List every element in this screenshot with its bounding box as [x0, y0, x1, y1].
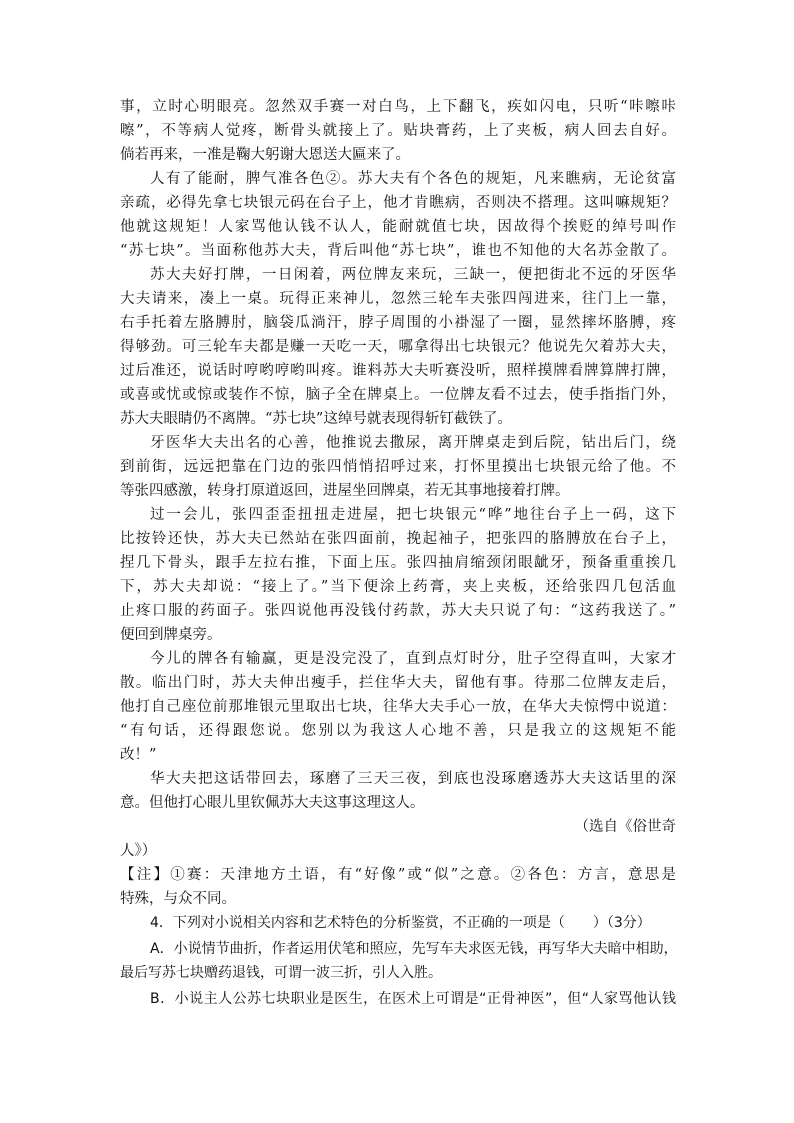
story-line: 改！” [120, 747, 157, 763]
annotation-note: 【注】①赛：天津地方土语，有“好像”或“似”之意。②各色：方言，意思是 [120, 867, 676, 883]
story-line: 便回到牌桌旁。 [120, 627, 222, 643]
story-line: 或喜或忧或惊或装作不惊，脑子全在牌桌上。一位牌友看不过去，使手指指门外， [120, 387, 676, 403]
story-line: 止疼口服的药面子。张四说他再没钱付药款，苏大夫只说了句：“这药我送了。” [120, 603, 676, 619]
story-line: 右手托着左胳膊肘，脑袋瓜淌汗，脖子周围的小褂湿了一圈，显然摔坏胳膊，疼 [120, 315, 676, 331]
option-a: A．小说情节曲折，作者运用伏笔和照应，先写车夫求医无钱，再写华大夫暗中相助， [150, 941, 678, 957]
story-line: 嚓”，不等病人觉疼，断骨头就接上了。贴块膏药，上了夹板，病人回去自好。 [120, 123, 676, 139]
story-line: 下，苏大夫却说：“接上了。”当下便涂上药膏，夹上夹板，还给张四几包活血 [120, 579, 676, 595]
option-b: B．小说主人公苏七块职业是医生，在医术上可谓是“正骨神医”，但“人家骂他认钱 [150, 991, 676, 1007]
story-line: 今儿的牌各有输赢，更是没完没了，直到点灯时分，肚子空得直叫，大家才 [150, 651, 676, 667]
story-line: 大夫请来，凑上一桌。玩得正来神儿，忽然三轮车夫张四闯进来，往门上一靠， [120, 291, 676, 307]
story-line: 人有了能耐，脾气准各色②。苏大夫有个各色的规矩，凡来瞧病，无论贫富 [150, 171, 676, 187]
story-line: 他就这规矩！人家骂他认钱不认人，能耐就值七块，因故得个挨贬的绰号叫作 [120, 219, 676, 235]
story-line: 到前街，远远把靠在门边的张四悄悄招呼过来，打怀里摸出七块银元给了他。不 [120, 459, 676, 475]
story-line: 苏大夫好打牌，一日闲着，两位牌友来玩，三缺一，便把街北不远的牙医华 [150, 267, 676, 283]
story-line: 比按铃还快，苏大夫已然站在张四面前，挽起袖子，把张四的胳膊放在台子上， [120, 531, 676, 547]
question-stem: 4．下列对小说相关内容和艺术特色的分析鉴赏，不正确的一项是（ ）（3分） [150, 915, 651, 931]
story-line: 倘若再来，一准是鞠大躬谢大恩送大匾来了。 [120, 147, 410, 163]
story-line: 捏几下骨头，跟手左拉右推，下面上压。张四抽肩缩颈闭眼龇牙，预备重重挨几 [120, 555, 676, 571]
story-line: 过一会儿，张四歪歪扭扭走进屋，把七块银元“哗”地往台子上一码，这下 [150, 507, 676, 523]
story-line: 散。临出门时，苏大夫伸出瘦手，拦住华大夫，留他有事。待那二位牌友走后， [120, 675, 676, 691]
story-line: 过后准还，说话时哼哟哼哟叫疼。谁料苏大夫听赛没听，照样摸牌看牌算牌打牌， [120, 363, 676, 379]
story-line: 他打自己座位前那堆银元里取出七块，往华大夫手心一放，在华大夫惊愕中说道： [120, 699, 676, 715]
story-line: “苏七块”。当面称他苏大夫，背后叫他“苏七块”，谁也不知他的大名苏金散了。 [120, 243, 676, 259]
story-line: “有句话，还得跟您说。您别以为我这人心地不善，只是我立的这规矩不能 [120, 723, 676, 739]
annotation-note: 特殊，与众不同。 [120, 891, 236, 907]
option-a-cont: 最后写苏七块赠药退钱，可谓一波三折，引人入胜。 [120, 965, 442, 981]
story-line: 等张四感激，转身打原道返回，进屋坐回牌桌，若无其事地接着打牌。 [120, 483, 570, 499]
story-line: 牙医华大夫出名的心善，他推说去撒尿，离开牌桌走到后院，钻出后门，绕 [150, 435, 676, 451]
story-line: 得够劲。可三轮车夫都是赚一天吃一天，哪拿得出七块银元？他说先欠着苏大夫， [120, 339, 676, 355]
story-line: 苏大夫眼睛仍不离牌。“苏七块”这绰号就表现得斩钉截铁了。 [120, 411, 512, 427]
story-line: 亲疏，必得先拿七块银元码在台子上，他才肯瞧病，否则决不搭理。这叫嘛规矩？ [120, 195, 676, 211]
source-citation: （选自《俗世奇 [574, 819, 676, 835]
story-line: 意。但他打心眼儿里钦佩苏大夫这事这理这人。 [120, 795, 425, 811]
source-citation: 人》） [120, 843, 157, 859]
story-line: 华大夫把这话带回去，琢磨了三天三夜，到底也没琢磨透苏大夫这话里的深 [150, 771, 676, 787]
story-line: 事，立时心明眼亮。忽然双手赛一对白鸟，上下翻飞，疾如闪电，只听“咔嚓咔 [120, 99, 676, 115]
